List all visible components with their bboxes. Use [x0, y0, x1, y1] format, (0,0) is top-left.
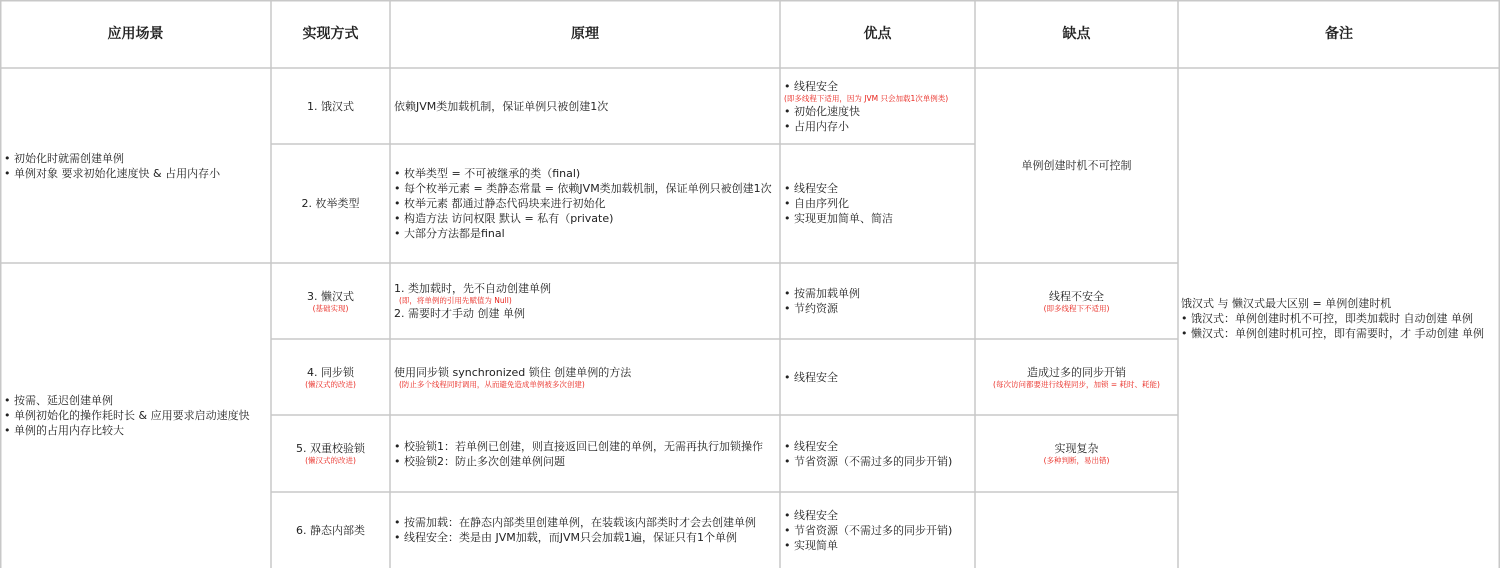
principle-text: 1. 类加载时，先不自动创建单例	[394, 282, 551, 295]
notes-cell	[1178, 68, 1500, 568]
method-enum	[271, 144, 390, 263]
list-item: • 单例的占用内存比较大	[4, 423, 124, 438]
method-double-check	[271, 415, 390, 492]
list-item: • 实现更加简单、简洁	[784, 211, 893, 226]
cons-text: 造成过多的同步开销	[1027, 365, 1126, 379]
header-principle	[390, 0, 780, 68]
list-item: • 按需加载：在静态内部类里创建单例，在装载该内部类时才会去创建单例	[394, 515, 756, 530]
list-item: • 实现简单	[784, 538, 838, 553]
list-item: • 构造方法 访问权限 默认 = 私有（private)	[394, 211, 613, 226]
cons-text: 单例创建时机不可控制	[1021, 159, 1132, 172]
method-label: 3. 懒汉式	[307, 289, 354, 303]
cons-text: 实现复杂	[1054, 442, 1099, 455]
principle-static-inner	[390, 492, 780, 568]
method-note: (懒汉式的改进)	[305, 379, 356, 389]
method-label: 4. 同步锁	[307, 365, 354, 379]
principle-note: (防止多个线程同时调用，从而避免造成单例被多次创建)	[399, 379, 585, 389]
list-item: • 占用内存小	[784, 119, 849, 134]
list-item: • 单例对象 要求初始化速度快 & 占用内存小	[4, 166, 220, 181]
cons-eager	[975, 68, 1178, 263]
list-item: • 懒汉式：单例创建时机可控，即有需要时，才 手动创建 单例	[1181, 326, 1484, 341]
pros-sync-lock	[780, 339, 975, 415]
header-principle-label: 原理	[571, 25, 599, 42]
method-sync-lock	[271, 339, 390, 415]
list-item: • 线程安全	[784, 370, 838, 385]
cons-sync-lock	[975, 339, 1178, 415]
pros-eager	[780, 68, 975, 144]
scenario-group-lazy	[0, 263, 271, 568]
header-scenario-label: 应用场景	[107, 25, 164, 42]
list-item: • 单例初始化的操作耗时长 & 应用要求启动速度快	[4, 408, 250, 423]
pros-static-inner	[780, 492, 975, 568]
header-method	[271, 0, 390, 68]
list-item: • 初始化速度快	[784, 104, 860, 119]
cons-double-check	[975, 415, 1178, 492]
list-item: • 每个枚举元素 = 类静态常量 = 依赖JVM类加载机制，保证单例只被创建1次	[394, 181, 772, 196]
list-item: • 节省资源（不需过多的同步开销)	[784, 454, 952, 469]
principle-text: 使用同步锁 synchronized 锁住 创建单例的方法	[394, 365, 632, 379]
header-cons-label: 缺点	[1062, 25, 1091, 42]
list-item: • 线程安全	[784, 508, 838, 523]
list-item: • 节省资源（不需过多的同步开销)	[784, 523, 952, 538]
list-item: • 枚举元素 都通过静态代码块来进行初始化	[394, 196, 606, 211]
method-note: (懒汉式的改进)	[305, 456, 356, 465]
header-pros	[780, 0, 975, 68]
principle-text: 依赖JVM类加载机制，保证单例只被创建1次	[394, 99, 609, 113]
header-scenario	[0, 0, 271, 68]
pros-enum	[780, 144, 975, 263]
list-item: • 线程安全：类是由 JVM加载，而JVM只会加载1遍，保证只有1个单例	[394, 530, 737, 545]
method-note: (基础实现)	[312, 303, 349, 313]
list-item: • 校验锁2：防止多次创建单例问题	[394, 454, 565, 469]
method-eager	[271, 68, 390, 144]
method-label: 5. 双重校验锁	[296, 442, 365, 455]
cons-note: (每次访问都要进行线程同步，加锁 = 耗时、耗能)	[993, 379, 1160, 389]
list-item: • 按需加载单例	[784, 286, 860, 301]
list-item: • 线程安全	[784, 181, 838, 196]
list-item: • 饿汉式：单例创建时机不可控，即类加载时 自动创建 单例	[1181, 311, 1473, 326]
cons-text: 线程不安全	[1049, 289, 1104, 303]
pros-double-check	[780, 415, 975, 492]
list-item: • 枚举类型 = 不可被继承的类（final)	[394, 166, 580, 181]
principle-enum	[390, 144, 780, 263]
pros-lazy	[780, 263, 975, 339]
list-item: • 节约资源	[784, 301, 838, 316]
principle-text: 2. 需要时才手动 创建 单例	[394, 307, 525, 320]
method-label: 2. 枚举类型	[301, 197, 360, 210]
scenario-group-eager	[0, 68, 271, 263]
method-lazy	[271, 263, 390, 339]
principle-lazy	[390, 263, 780, 339]
cons-note: (即多线程下不适用)	[1043, 303, 1110, 313]
method-static-inner	[271, 492, 390, 568]
principle-sync-lock	[390, 339, 780, 415]
header-pros-label: 优点	[863, 25, 892, 42]
principle-double-check	[390, 415, 780, 492]
list-item: • 按需、延迟创建单例	[4, 393, 113, 408]
notes-title: 饿汉式 与 懒汉式最大区别 = 单例创建时机	[1181, 296, 1392, 310]
list-item: • 线程安全	[784, 79, 838, 94]
list-item: • 初始化时就需创建单例	[4, 151, 124, 166]
method-label: 6. 静态内部类	[296, 523, 365, 537]
principle-note: (即，将单例的引用先赋值为 Null)	[399, 296, 512, 305]
method-label: 1. 饿汉式	[307, 99, 354, 113]
principle-eager	[390, 68, 780, 144]
header-notes-label: 备注	[1325, 25, 1353, 42]
list-item: • 自由序列化	[784, 196, 849, 211]
cons-note: (多种判断，易出错)	[1043, 456, 1110, 465]
header-method-label: 实现方式	[302, 25, 359, 42]
header-notes	[1178, 0, 1500, 68]
pros-note: (即多线程下适用，因为 JVM 只会加载1次单例类)	[784, 93, 949, 103]
list-item: • 校验锁1：若单例已创建，则直接返回已创建的单例，无需再执行加锁操作	[394, 439, 763, 454]
list-item: • 线程安全	[784, 439, 838, 454]
header-cons	[975, 0, 1178, 68]
cons-lazy	[975, 263, 1178, 339]
list-item: • 大部分方法都是final	[394, 226, 505, 241]
